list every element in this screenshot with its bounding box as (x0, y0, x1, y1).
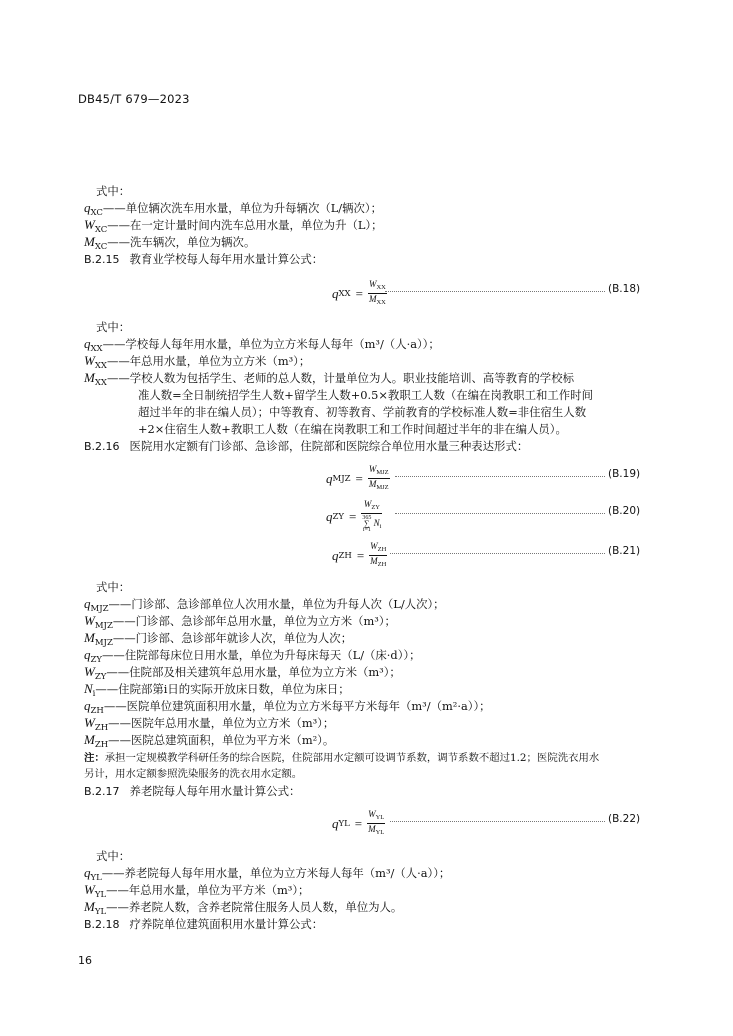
definition-line: $W_{ZH}——$医院年总用水量，单位为立方米（m³）； (84, 715, 335, 733)
definition-line: $W_{YL}——$年总用水量，单位为平方米（m³）； (84, 882, 310, 900)
where-label: 式中： (96, 184, 131, 198)
section-heading-b218: B.2.18 疗养院单位建筑面积用水量计算公式： (84, 917, 324, 931)
definition-continuation: +2×住宿生人数+教职工人数（在编在岗教职工和工作时间超过半年的非在编人员）。 (138, 422, 567, 436)
definition-line: $q_{YL}——$养老院每人每年用水量，单位为立方米每人每年（m³/（人·a））； (84, 865, 451, 883)
section-heading-b215: B.2.15 教育业学校每人每年用水量计算公式： (84, 252, 324, 266)
equation-number: (B.21) (608, 545, 641, 557)
equation-number: (B.22) (608, 813, 641, 825)
definition-line: $W_{XC}——$在一定计量时间内洗车总用水量，单位为升（L）； (84, 217, 383, 235)
where-label: 式中： (96, 849, 131, 863)
formula-b22: q YL = $\frac{W_{YL}}{M_{YL}}$ (332, 809, 385, 836)
section-heading-b216: B.2.16 医院用水定额有门诊部、急诊部，住院部和医院综合单位用水量三种表达形式： (84, 439, 529, 453)
definition-line: $M_{MJZ}——$门诊部、急诊部年就诊人次，单位为人次； (84, 630, 353, 648)
where-label: 式中： (96, 580, 131, 594)
definition-line: $W_{ZY}——$住院部及相关建筑年总用水量，单位为立方米（m³）； (84, 664, 401, 682)
equation-number: (B.18) (608, 283, 641, 295)
note-line: 注：承担一定规模教学科研任务的综合医院，住院部用水定额可设调节系数，调节系数不超过1.2；医院洗衣用水 (84, 752, 600, 764)
definition-line: $q_{ZY}——$住院部每床位日用水量，单位为升每床每天（L/（床·d））； (84, 647, 421, 665)
section-heading-b217: B.2.17 养老院每人每年用水量计算公式： (84, 784, 301, 798)
where-label: 式中： (96, 320, 131, 334)
formula-b18: q XX = $\frac{W_{XX}}{M_{XX}}$ (332, 279, 386, 306)
definition-line: $N_i——$住院部第i日的实际开放床日数，单位为床日； (84, 681, 350, 699)
definition-continuation: 超过半年的非在编人员）；中等教育、初等教育、学前教育的学校标准人数=非住宿生人数 (138, 405, 587, 419)
definition-line: $M_{XX}——$学校人数为包括学生、老师的总人数，计量单位为人。职业技能培训、高等教育的学校标 (84, 370, 574, 388)
definition-line: $q_{XX}——$学校每人每年用水量，单位为立方米每人每年（m³/（人·a））； (84, 336, 440, 354)
definition-line: $W_{XX}——$年总用水量，单位为立方米（m³）； (84, 353, 311, 371)
definition-continuation: 准人数=全日制统招学生人数+留学生人数+0.5×教职工人数（在编在岗教职工和工作时间 (138, 388, 593, 402)
formula-b19: q MJZ = $\frac{W_{MJZ}}{M_{MJZ}}$ (326, 464, 389, 491)
equation-number: (B.20) (608, 505, 641, 517)
document-header: DB45/T 679—2023 (78, 92, 190, 106)
formula-b21: q ZH = $\frac{W_{ZH}}{M_{ZH}}$ (332, 541, 387, 568)
definition-line: $q_{ZH}——$医院单位建筑面积用水量，单位为立方米每平方米每年（m³/（m²·a））； (84, 698, 491, 716)
definition-line: $q_{XC}——$单位辆次洗车用水量，单位为升每辆次（L/辆次）； (84, 200, 382, 218)
equation-number: (B.19) (608, 468, 641, 480)
definition-line: $M_{XC}——$洗车辆次，单位为辆次。 (84, 234, 256, 252)
note-line: 另计，用水定额参照洗染服务的洗衣用水定额。 (84, 768, 303, 780)
definition-line: $q_{MJZ}——$门诊部、急诊部单位人次用水量，单位为升每人次（L/人次）； (84, 596, 445, 614)
formula-b20: q ZY = $W_{ZY}$ 365 ∑ i=1 $N_i$ (326, 499, 382, 533)
definition-line: $W_{MJZ}——$门诊部、急诊部年总用水量，单位为立方米（m³）； (84, 613, 396, 631)
page-number: 16 (78, 954, 92, 967)
definition-line: $M_{ZH}——$医院总建筑面积，单位为平方米（m²）。 (84, 732, 335, 750)
definition-line: $M_{YL}——$养老院人数，含养老院常住服务人员人数，单位为人。 (84, 899, 403, 917)
